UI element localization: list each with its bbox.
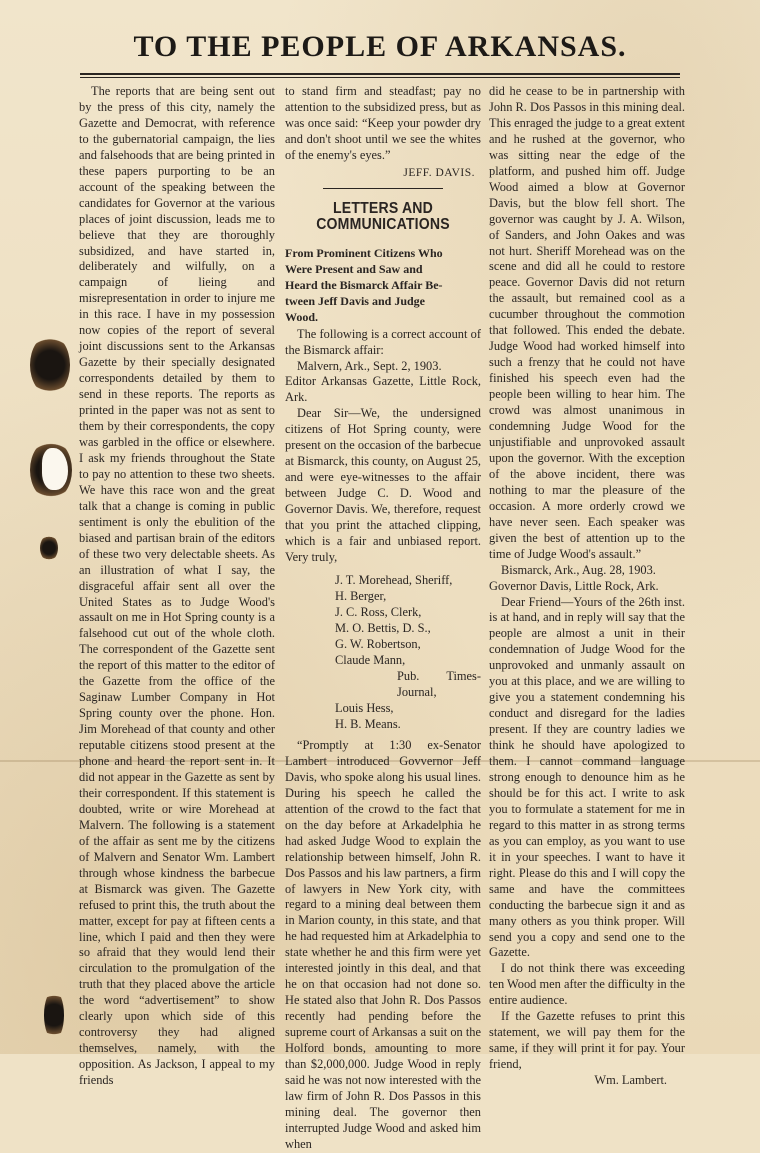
tear-hole <box>42 448 68 490</box>
column-3-continuation: did he cease to be in partnership with John R. Dos Passos in this mining deal. This enraged the judge to a great extent and he rushed at the governor, who was sitting near the edge of the platform, and pushed him off. Judge Wood aimed a blow at Governor Davis, but the blow fell short. The governor was caught by J. A. Wilson, of Sanders, and John Oakes and was not hurt. Sheriff Morehead was on the scene and did all he could to restore peace. Governor Davis did not return the assault, but remained cool as a cucumber throughout the commotion that followed. This ended the debate. Judge Wood had worked himself into such a frenzy that he could not have finished his speech even had the people been willing to hear him. The crowd was almost unanimous in condemning Judge Wood for the unjustifiable and unprovoked assault upon the governor. With the exception of the above incident, there was nothing to mar the pleasure of the occasion. A more orderly crowd we have never seen. Each speaker was given the best of attention up to the time of Judge Wood's assault.” <box>489 84 685 561</box>
signatory: Louis Hess, <box>335 700 394 715</box>
letter-body: Dear Sir—We, the undersigned citizens of Hot Spring county, were present on the occasion of the barbecue at Bismarck, this county, on August 25, and were eye-witnesses to the affair between Judge C. D. Wood and Governor Davis. We, therefore, request that you print the attached clipping, which is a fair and unbiased report. Very truly, <box>285 406 481 564</box>
column-3 <box>489 84 685 1089</box>
column-2 <box>285 84 481 1153</box>
letter2-para3: If the Gazette refuses to print this statement, we will pay them for the same, if they will print it for pay. Your friend, <box>489 1009 685 1072</box>
letter2-addressee: Governor Davis, Little Rock, Ark. <box>489 578 659 593</box>
burn-hole-3 <box>40 535 58 561</box>
section-title: LETTERS AND COMMUNICATIONS <box>316 199 450 233</box>
signatory: H. B. Means. <box>335 716 401 731</box>
letter-addressee: Editor Arkansas Gazette, Little Rock, Ark. <box>285 374 481 405</box>
letter2-para2: I do not think there was exceeding ten Wood men after the difficulty in the entire audience. <box>489 961 685 1008</box>
column-2-continuation: to stand firm and steadfast; pay no attention to the subsidized press, but as was once said: “Keep your powder dry and don't shoot until we see the whites of the enemy's eyes.” <box>285 84 481 162</box>
signatory: J. T. Morehead, Sheriff, <box>335 572 453 587</box>
subhead-line: Were Present and Saw and <box>285 261 423 276</box>
subhead-line: Heard the Bismarck Affair Be- <box>285 277 443 292</box>
signatory-title: Pub. Times-Journal, <box>397 668 481 699</box>
signatory: H. Berger, <box>335 588 387 603</box>
signatory: Claude Mann, <box>335 652 406 667</box>
signatory: M. O. Bettis, D. S., <box>335 620 431 635</box>
signatories-list <box>335 572 481 732</box>
page-title: TO THE PEOPLE OF ARKANSAS. <box>133 30 627 63</box>
title-rule-thin <box>80 77 680 78</box>
title-rule <box>80 73 680 75</box>
letter-dateline: Malvern, Ark., Sept. 2, 1903. <box>297 358 442 373</box>
clipping-text: “Promptly at 1:30 ex-Senator Lambert introduced Govvernor Jeff Davis, who spoke along his usual lines. During his speech he called the attention of the crowd to the fact that on the day before at Arkadelphia he had asked Judge Wood to explain the relationship between himself, John R. Dos Passos and his law partners, a firm of lawyers in New York city, with regard to a mining deal between them in Marion county, in this state, and that he had requested him at Arkadelphia to state whether he and this firm were yet interested jointly in this deal, and that he on that occasion had not done so. He stated also that John R. Dos Passos recently had pending before the supreme court of Arkansas a suit on the Holford bonds, amounting to more than $2,000,000. Judge Wood in reply said he was not now interested with the law firm of John R. Dos Passos in this mining deal. The governor then interrupted Judge Wood and asked him when <box>285 737 481 1151</box>
burn-hole-4 <box>44 990 64 1040</box>
section-subhead <box>285 245 481 325</box>
column-1 <box>79 84 275 1089</box>
signatory: G. W. Robertson, <box>335 636 421 651</box>
lambert-signature: Wm. Lambert. <box>594 1073 667 1088</box>
burn-hole-1 <box>30 335 70 395</box>
subhead-line: From Prominent Citizens Who <box>285 245 443 260</box>
letter2-body: Dear Friend—Yours of the 26th inst. is at hand, and in reply will say that the people are almost a unit in their condemnation of Judge Wood for the unprovoked and unmanly assault on you at this place, and we are willing to give you a statement condemning his conduct and disregard for the ladies present. If they are country ladies we think he should have apologized to them. I cannot command language strong enough to denounce him as he should be for this act. I write to ask you to formulate a statement for me in regard to this matter in as strong terms as you can employ, as you want to use it in your speeches. I want to have it right. Please do this and I will copy the same and have the committees conducting the barbecue sign it and as many others as you think proper. Will send you a copy and send one to the Gazette. <box>489 594 685 960</box>
column-1-text: The reports that are being sent out by the press of this city, namely the Gazette and Democrat, with reference to the gubernatorial campaign, the lies and falsehoods that are being printed in these papers purporting to be an account of the speaking between the candidates for Governor at the various places of joint discussion, leads me to believe that they are thoroughly subsidized, and have started in, deliberately and wilfully, on a campaign of lieing and misrepresentation in order to injure me in this race. I have in my possession now copies of the report of several joint discussions sent to the Arkansas Gazette by their specially designated correspondents detailed by them to send in these reports. The reports as printed in the paper was not as sent to them by their correspondents, the copy was garbled in the office or elsewhere. I ask my friends throughout the State to pay no attention to these two sheets. We have this race won and the great talk that a change is coming in public sentiment is only the ebulition of the biased and partisan brain of the editors of these two very delectable sheets. As an illustration of what I say, the disgraceful affair sent all over the United States as to Judge Wood's assault on me in Hot Spring county is a falsehood cut out of the whole cloth. The correspondent of the Gazette sent the report of this matter to the editor of the Gazette from the office of the Saginaw Lumber Company in Hot Spring county over the phone. Hon. Jim Morehead of that county and other reputable citizens stood present at the phone and heard the report sent in. It did not appear in the Gazette as sent by their correspondent. If this statement is doubted, write or wire Morehead at Malvern. The following is a statement of the affair as sent me by the citizens of Malvern and Senator Wm. Lambert through whose kindness the barbecue at Bismarck was given. The Gazette refused to print this, the truth about the matter, except for pay at fifteen cents a line, which I paid and then they were so afraid that they would lend their circulation to the promulgation of the truth that they placed above the article the word “advertisement” to show clearly upon which side of this controversy they had aligned themselves, namely, with the opposition. As Jackson, I appeal to my friends <box>79 84 275 1088</box>
intro-text: The following is a correct account of the Bismarck affair: <box>285 326 481 357</box>
section-rule <box>323 188 443 189</box>
signatory: J. C. Ross, Clerk, <box>335 604 422 619</box>
letter2-dateline: Bismarck, Ark., Aug. 28, 1903. <box>501 562 656 577</box>
subhead-line: tween Jeff Davis and Judge <box>285 293 425 308</box>
davis-signature: JEFF. DAVIS. <box>403 166 475 179</box>
subhead-line: Wood. <box>285 309 319 324</box>
